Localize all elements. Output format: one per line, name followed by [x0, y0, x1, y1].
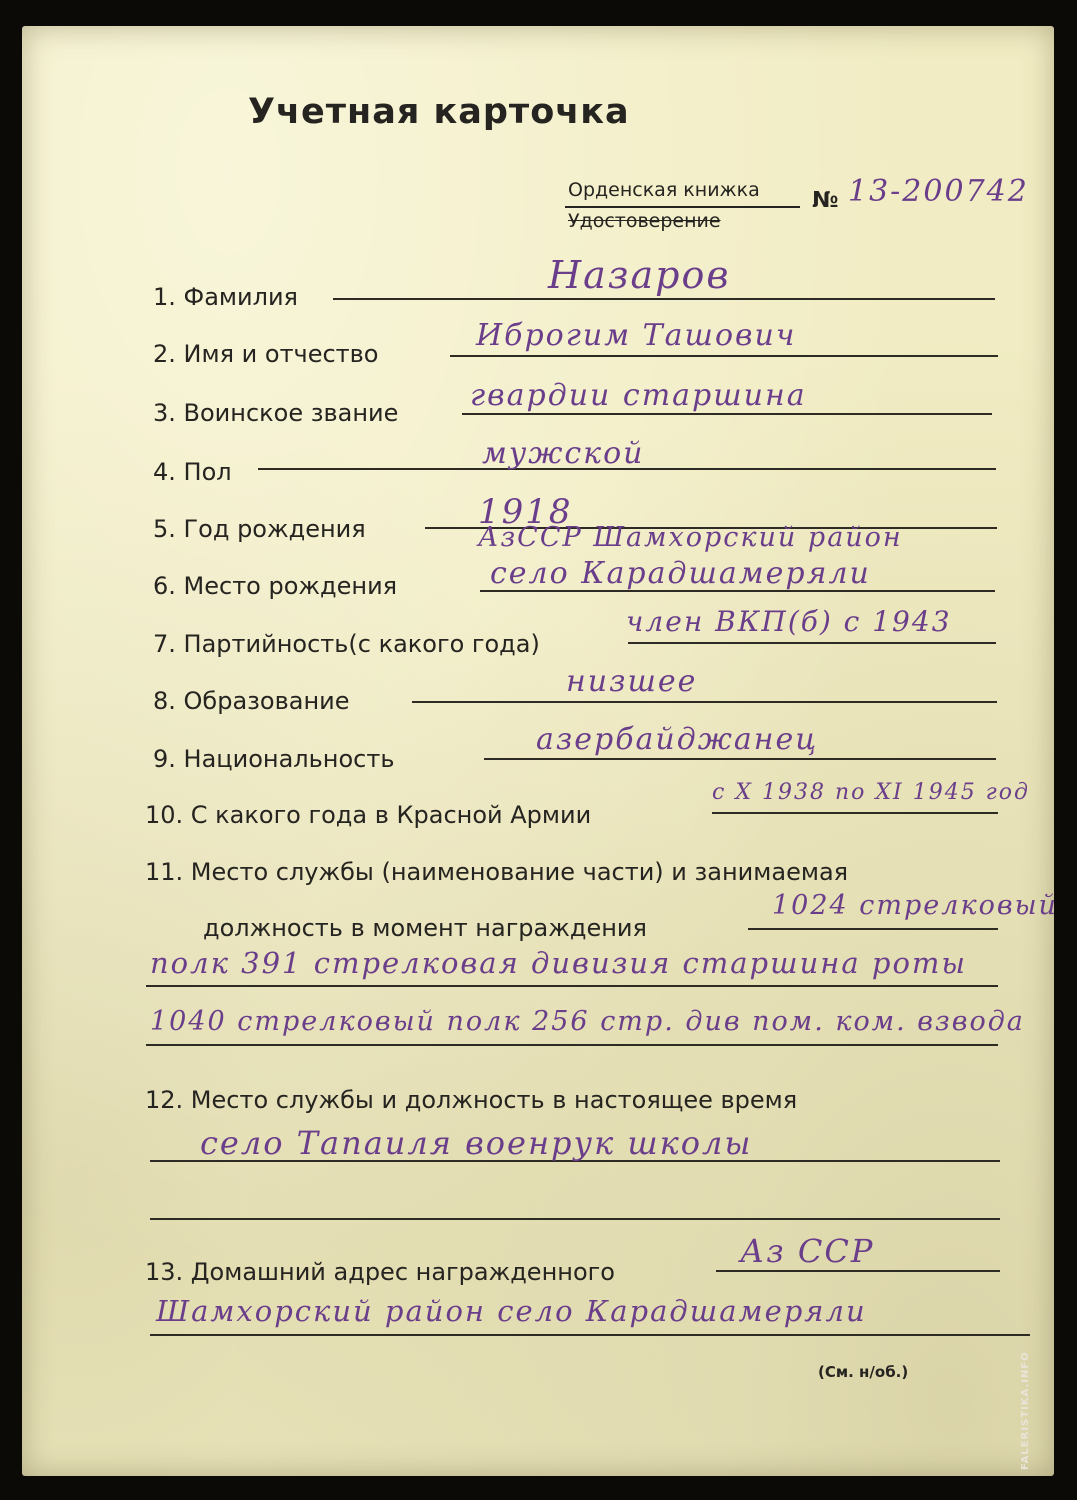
field-value-name: Иброгим Ташович — [476, 318, 797, 353]
card-type-order-book: Орденская книжка — [568, 179, 760, 201]
field-value-home-address-1: Аз ССР — [740, 1232, 875, 1270]
field-label-surname: 1. Фамилия — [153, 283, 298, 311]
field-value-army-since: с X 1938 по XI 1945 год — [712, 780, 1030, 805]
field-label-education: 8. Образование — [153, 687, 350, 715]
field-line-education — [412, 701, 997, 703]
field-value-sex: мужской — [482, 436, 645, 471]
field-line-home-address-2 — [150, 1334, 1030, 1336]
field-label-party: 7. Партийность(с какого года) — [153, 630, 540, 658]
field-line-home-address-1 — [716, 1270, 1000, 1272]
card-title: Учетная карточка — [248, 92, 630, 132]
field-label-name: 2. Имя и отчество — [153, 340, 379, 368]
see-reverse-note: (См. н/об.) — [818, 1363, 909, 1381]
field-line-army-since — [712, 812, 998, 814]
field-label-nationality: 9. Национальность — [153, 745, 395, 773]
card-type-divider — [565, 206, 800, 208]
field-line-service-2 — [146, 985, 998, 987]
field-value-party: член ВКП(б) с 1943 — [626, 605, 952, 638]
field-line-current-service-2 — [150, 1218, 1000, 1220]
field-value-rank: гвардии старшина — [470, 378, 807, 413]
field-value-home-address-2: Шамхорский район село Карадшамеряли — [156, 1294, 867, 1328]
field-value-service-1: 1024 стрелковый — [772, 890, 1058, 921]
field-line-service-3 — [146, 1044, 998, 1046]
field-label-home-address: 13. Домашний адрес награжденного — [145, 1258, 615, 1286]
field-label-service-place-2: должность в момент награждения — [203, 914, 647, 942]
field-line-surname — [333, 298, 995, 300]
field-label-rank: 3. Воинское звание — [153, 399, 399, 427]
field-value-surname: Назаров — [548, 253, 731, 297]
field-label-service-place-1: 11. Место службы (наименование части) и занимаемая — [145, 858, 849, 886]
number-label: № — [812, 188, 839, 213]
card-type-certificate: Удостоверение — [568, 210, 721, 232]
field-value-nationality: азербайджанец — [536, 722, 819, 757]
field-value-service-2: полк 391 стрелковая дивизия старшина роты — [150, 946, 968, 980]
field-label-birthplace: 6. Место рождения — [153, 572, 398, 600]
field-line-name — [450, 355, 998, 357]
field-value-service-3: 1040 стрелковый полк 256 стр. див пом. ком. взвода — [150, 1006, 1025, 1037]
side-watermark-stamp: FALERISTIKA.INFO — [1020, 1351, 1031, 1470]
field-line-party — [628, 642, 996, 644]
number-value: 13-200742 — [848, 174, 1029, 209]
field-value-birthplace-2: село Карадшамеряли — [490, 556, 871, 591]
field-line-service-1 — [748, 928, 998, 930]
field-value-birth-year: 1918 — [478, 492, 573, 532]
field-line-nationality — [484, 758, 996, 760]
field-value-education: низшее — [566, 664, 698, 699]
field-label-army-since: 10. С какого года в Красной Армии — [145, 801, 592, 829]
field-label-current-service: 12. Место службы и должность в настоящее время — [145, 1086, 798, 1114]
field-value-current-service: село Тапаиля военрук школы — [200, 1124, 753, 1162]
field-label-sex: 4. Пол — [153, 458, 232, 486]
field-label-birth-year: 5. Год рождения — [153, 515, 366, 543]
field-value-birthplace-1: АзССР Шамхорский район — [478, 522, 903, 553]
field-line-rank — [462, 413, 992, 415]
